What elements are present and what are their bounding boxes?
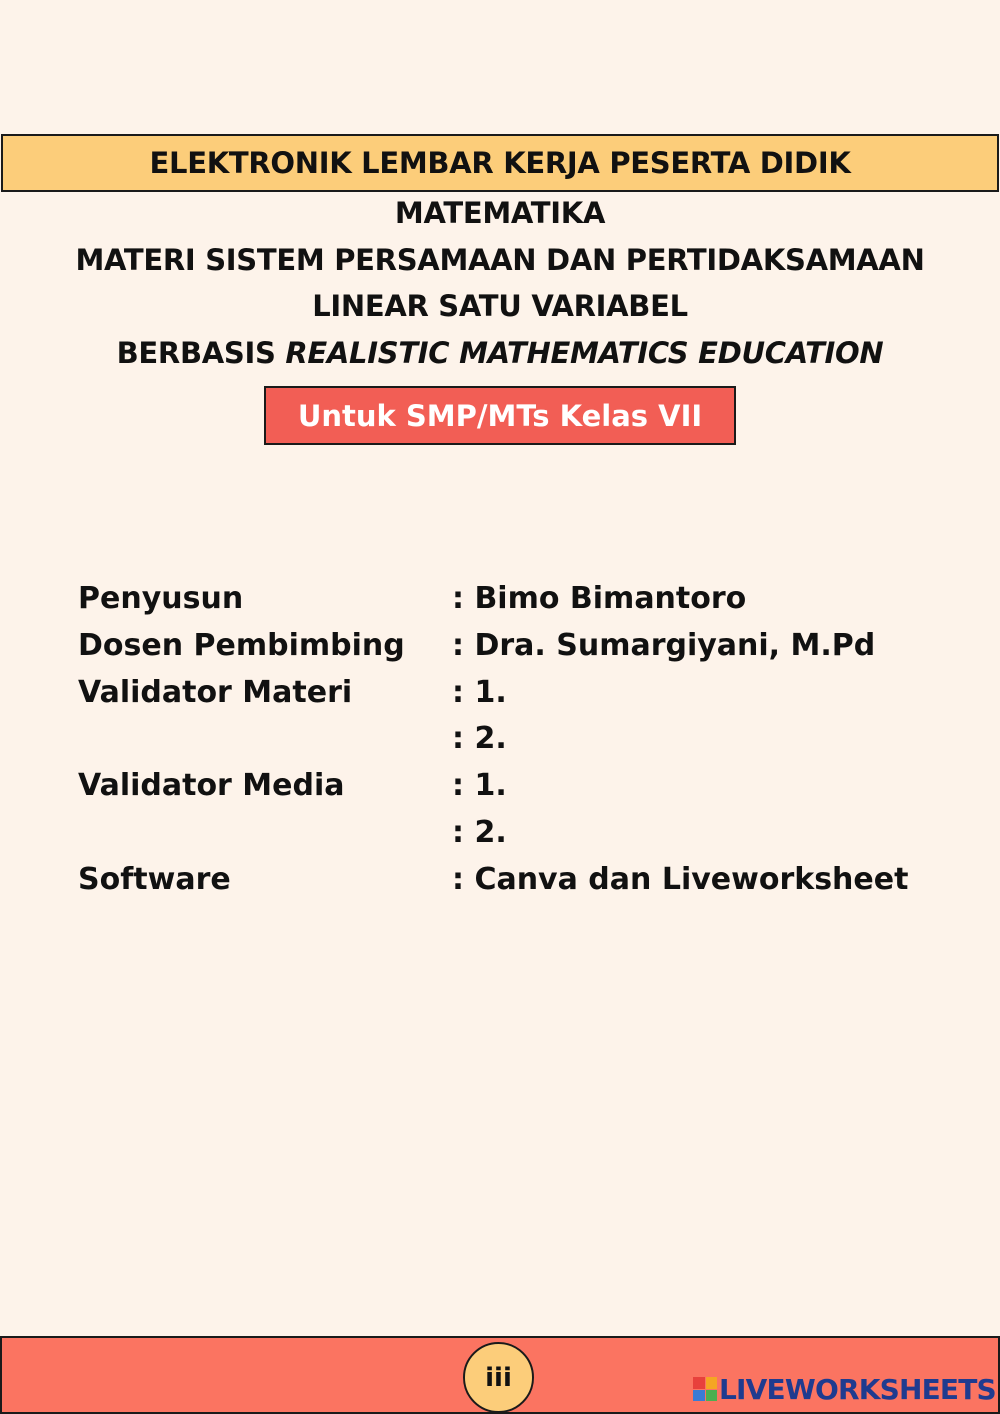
info-row xyxy=(78,623,958,670)
liveworksheets-logo[interactable] xyxy=(693,1371,996,1407)
info-row xyxy=(78,716,958,763)
basis-heading xyxy=(0,330,1000,377)
info-value: : 1. xyxy=(452,674,507,710)
info-value: : 2. xyxy=(452,814,507,850)
logo-square xyxy=(706,1377,718,1389)
info-label xyxy=(78,716,452,763)
info-row xyxy=(78,763,958,810)
info-value: : Canva dan Liveworksheet xyxy=(452,861,909,897)
info-row xyxy=(78,576,958,623)
info-list xyxy=(78,576,958,904)
info-value: : 1. xyxy=(452,768,507,804)
page-number-badge xyxy=(463,1342,534,1413)
info-label: Validator Media xyxy=(78,768,345,804)
logo-square xyxy=(693,1377,705,1389)
liveworksheets-logo-text: LIVEWORKSHEETS xyxy=(719,1372,996,1406)
info-label: Penyusun xyxy=(78,581,244,616)
info-row xyxy=(78,857,958,904)
liveworksheets-logo-icon xyxy=(693,1377,717,1401)
grade-label: Untuk SMP/MTs Kelas VII xyxy=(297,398,703,433)
topic-heading-line-2: LINEAR SATU VARIABEL xyxy=(312,289,688,323)
page-number: iii xyxy=(485,1362,512,1393)
info-value: : Dra. Sumargiyani, M.Pd xyxy=(452,627,876,663)
info-label: Validator Materi xyxy=(78,674,353,710)
logo-square xyxy=(706,1390,718,1402)
subject-heading: MATEMATIKA xyxy=(394,196,606,230)
info-label: Dosen Pembimbing xyxy=(78,627,405,663)
info-label xyxy=(78,810,452,857)
document-title: ELEKTRONIK LEMBAR KERJA PESERTA DIDIK xyxy=(149,146,851,180)
logo-square xyxy=(693,1390,705,1402)
info-label: Software xyxy=(78,861,231,897)
basis-prefix: BERBASIS xyxy=(116,335,276,370)
info-row xyxy=(78,810,958,857)
subtitle-block xyxy=(0,190,1000,376)
info-value: : 2. xyxy=(452,721,507,757)
grade-badge xyxy=(264,386,736,445)
info-value: : Bimo Bimantoro xyxy=(452,581,747,616)
info-row xyxy=(78,670,958,717)
topic-heading-line-1: MATERI SISTEM PERSAMAAN DAN PERTIDAKSAMAAN xyxy=(75,242,925,277)
basis-method: REALISTIC MATHEMATICS EDUCATION xyxy=(285,335,884,370)
title-banner xyxy=(1,134,999,192)
